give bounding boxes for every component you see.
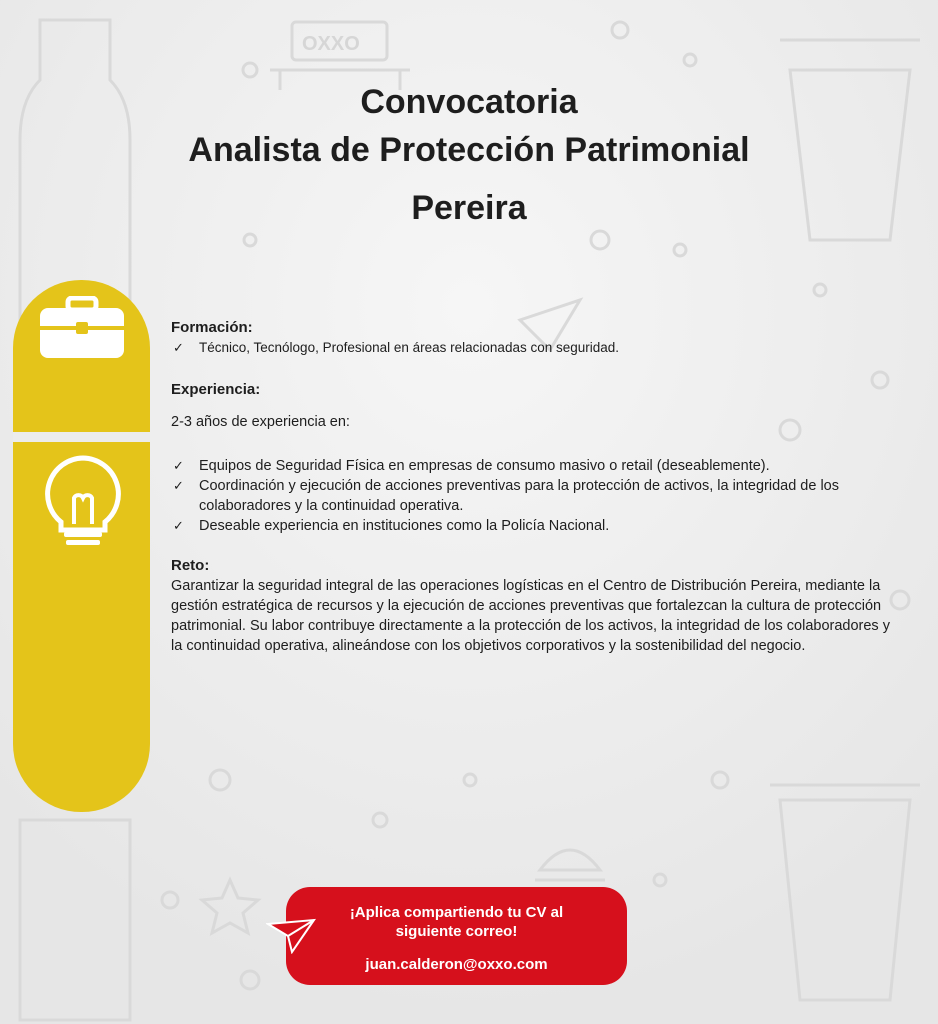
section-experiencia	[171, 380, 901, 536]
list-item: ✓ Técnico, Tecnólogo, Profesional en áreas relacionadas con seguridad.	[171, 338, 901, 358]
paper-plane-icon	[266, 918, 316, 954]
list-item: ✓ Equipos de Seguridad Física en empresas de consumo masivo o retail (deseablemente).	[171, 456, 901, 476]
list-item: ✓ Coordinación y ejecución de acciones preventivas para la protección de activos, la integridad de los colaboradores y la continuidad operativa.	[171, 476, 901, 516]
experiencia-list	[171, 456, 901, 536]
job-details	[171, 318, 901, 670]
apply-banner	[286, 887, 627, 985]
section-reto	[171, 556, 901, 656]
list-item: ✓ Deseable experiencia en instituciones como la Policía Nacional.	[171, 516, 901, 536]
lightbulb-icon	[36, 452, 130, 548]
reto-heading: Reto:	[171, 557, 210, 574]
formacion-list	[171, 338, 901, 358]
section-formacion	[171, 318, 901, 358]
title-line-city: Pereira	[411, 189, 527, 227]
experiencia-intro: 2-3 años de experiencia en:	[171, 414, 350, 430]
page-title	[0, 78, 938, 232]
bg-logo-text: OXXO	[302, 33, 360, 55]
apply-email-link[interactable]: juan.calderon@oxxo.com	[365, 956, 548, 973]
briefcase-icon	[38, 296, 126, 360]
apply-message: ¡Aplica compartiendo tu CV al siguiente correo!	[349, 904, 564, 940]
reto-text: Garantizar la seguridad integral de las operaciones logísticas en el Centro de Distribución Pereira, mediante la gestión estratégica de recursos y la ejecución de acciones preventivas que fortalezcan la cultura de protección patrimonial. Su labor contribuye directamente a la protección de los activos, la integridad de los colaboradores y la continuidad operativa, alineándose con los objetivos corporativos y la sostenibilidad del negocio.	[171, 578, 890, 654]
pill-divider	[13, 432, 150, 442]
experiencia-heading: Experiencia:	[171, 381, 261, 398]
title-line-convocatoria: Convocatoria	[360, 83, 578, 121]
formacion-heading: Formación:	[171, 319, 253, 336]
title-line-position: Analista de Protección Patrimonial	[188, 131, 750, 169]
